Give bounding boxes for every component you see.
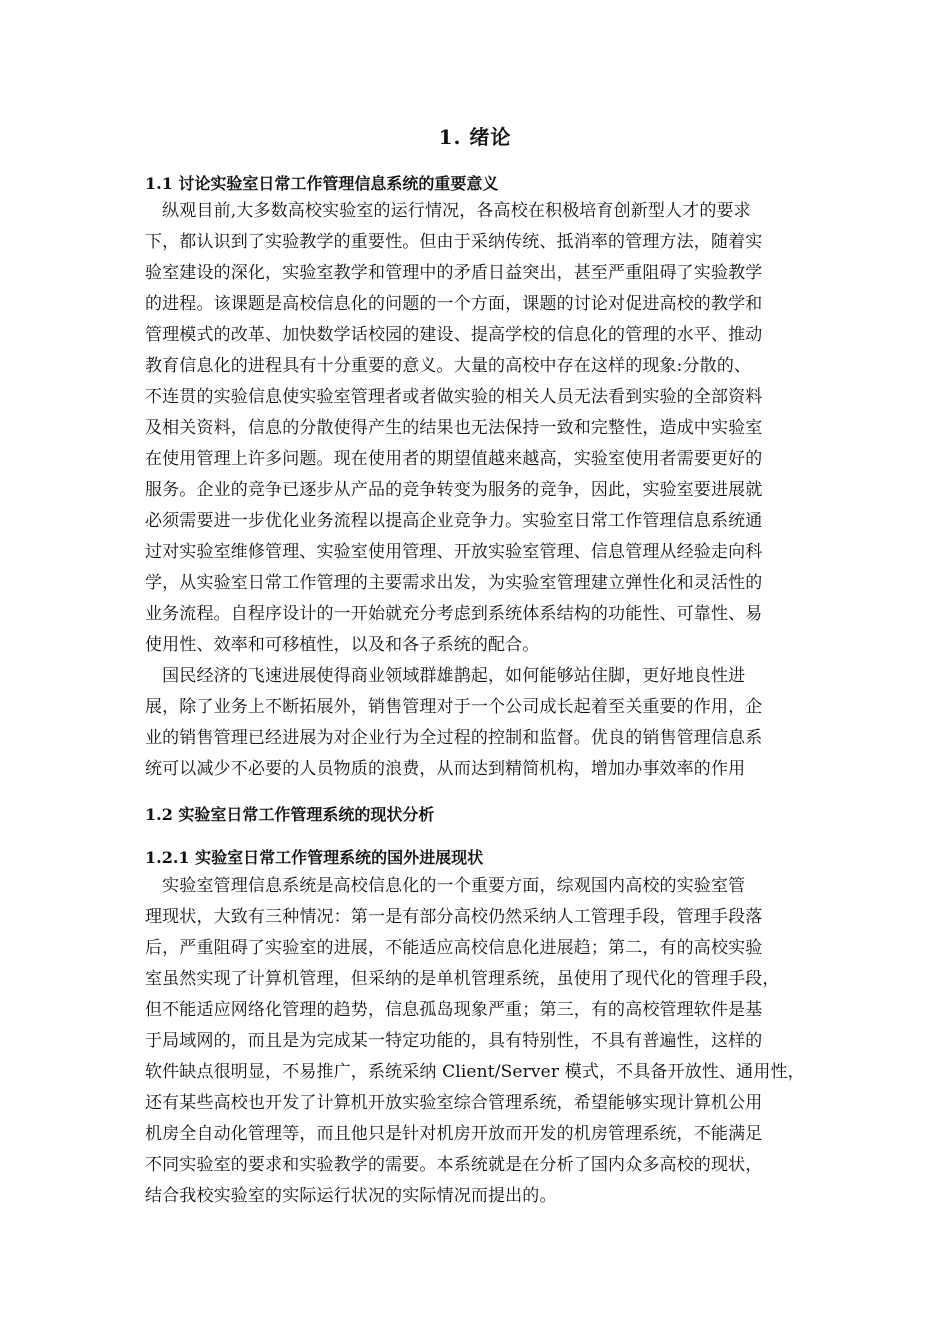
paragraph-line: 教育信息化的进程具有十分重要的意义。大量的高校中存在这样的现象:分散的、 <box>145 356 752 376</box>
paragraph-line: 但不能适应网络化管理的趋势，信息孤岛现象严重；第三，有的高校管理软件是基 <box>145 1000 763 1020</box>
paragraph-line: 业务流程。自程序设计的一开始就充分考虑到系统体系结构的功能性、可靠性、易 <box>145 604 763 624</box>
paragraph-line: 展，除了业务上不断拓展外，销售管理对于一个公司成长起着至关重要的作用，企 <box>145 697 763 717</box>
paragraph-line: 的进程。该课题是高校信息化的问题的一个方面，课题的讨论对促进高校的教学和 <box>145 294 763 314</box>
paragraph-line: 过对实验室维修管理、实验室使用管理、开放实验室管理、信息管理从经验走向科 <box>145 542 763 562</box>
paragraph-line: 还有某些高校也开发了计算机开放实验室综合管理系统，希望能够实现计算机公用 <box>145 1093 763 1113</box>
paragraph-line: 验室建设的深化，实验室教学和管理中的矛盾日益突出，甚至严重阻碍了实验教学 <box>145 263 763 283</box>
paragraph-line: 实验室管理信息系统是高校信息化的一个重要方面，综观国内高校的实验室管 <box>145 876 746 896</box>
paragraph-line: 国民经济的飞速进展使得商业领域群雄鹊起，如何能够站住脚，更好地良性进 <box>145 666 746 686</box>
chapter-title: 1. 绪论 <box>438 125 512 149</box>
paragraph-line: 统可以减少不必要的人员物质的浪费，从而达到精简机构，增加办事效率的作用 <box>145 759 746 779</box>
paragraph-line: 及相关资料，信息的分散使得产生的结果也无法保持一致和完整性，造成中实验室 <box>145 418 763 438</box>
paragraph-line: 于局域网的，而且是为完成某一特定功能的，具有特别性，不具有普遍性，这样的 <box>145 1031 763 1051</box>
paragraph-line: 软件缺点很明显，不易推广，系统采纳 Client/Server 模式，不具备开放性、通用性， <box>145 1062 805 1082</box>
paragraph-line: 纵观目前,大多数高校实验室的运行情况，各高校在积极培育创新型人才的要求 <box>145 201 751 221</box>
paragraph-line: 理现状，大致有三种情况：第一是有部分高校仍然采纳人工管理手段，管理手段落 <box>145 907 763 927</box>
paragraph-line: 学，从实验室日常工作管理的主要需求出发，为实验室管理建立弹性化和灵活性的 <box>145 573 763 593</box>
section-heading-1-1: 1.1 讨论实验室日常工作管理信息系统的重要意义 <box>145 174 499 193</box>
paragraph-line: 不同实验室的要求和实验教学的需要。本系统就是在分析了国内众多高校的现状， <box>145 1155 763 1175</box>
paragraph-line: 后，严重阻碍了实验室的进展，不能适应高校信息化进展趋；第二，有的高校实验 <box>145 938 763 958</box>
paragraph-line: 业的销售管理已经进展为对企业行为全过程的控制和监督。优良的销售管理信息系 <box>145 728 763 748</box>
paragraph-line: 使用性、效率和可移植性，以及和各子系统的配合。 <box>145 635 540 655</box>
section-heading-1-2-1: 1.2.1 实验室日常工作管理系统的国外进展现状 <box>145 848 484 867</box>
paragraph-line: 下，都认识到了实验教学的重要性。但由于采纳传统、抵消率的管理方法，随着实 <box>145 232 763 252</box>
paragraph-line: 室虽然实现了计算机管理，但采纳的是单机管理系统，虽使用了现代化的管理手段， <box>145 969 780 989</box>
paragraph-line: 不连贯的实验信息使实验室管理者或者做实验的相关人员无法看到实验的全部资料 <box>145 387 763 407</box>
paragraph-line: 服务。企业的竞争已逐步从产品的竞争转变为服务的竞争，因此，实验室要进展就 <box>145 480 763 500</box>
paragraph-line: 结合我校实验室的实际运行状况的实际情况而提出的。 <box>145 1186 557 1206</box>
paragraph-line: 在使用管理上许多问题。现在使用者的期望值越来越高，实验室使用者需要更好的 <box>145 449 763 469</box>
paragraph-line: 必须需要进一步优化业务流程以提高企业竞争力。实验室日常工作管理信息系统通 <box>145 511 763 531</box>
paragraph-line: 管理模式的改革、加快数学话校园的建设、提高学校的信息化的管理的水平、推动 <box>145 325 763 345</box>
section-heading-1-2: 1.2 实验室日常工作管理系统的现状分析 <box>145 805 435 824</box>
paragraph-line: 机房全自动化管理等，而且他只是针对机房开放而开发的机房管理系统，不能满足 <box>145 1124 763 1144</box>
